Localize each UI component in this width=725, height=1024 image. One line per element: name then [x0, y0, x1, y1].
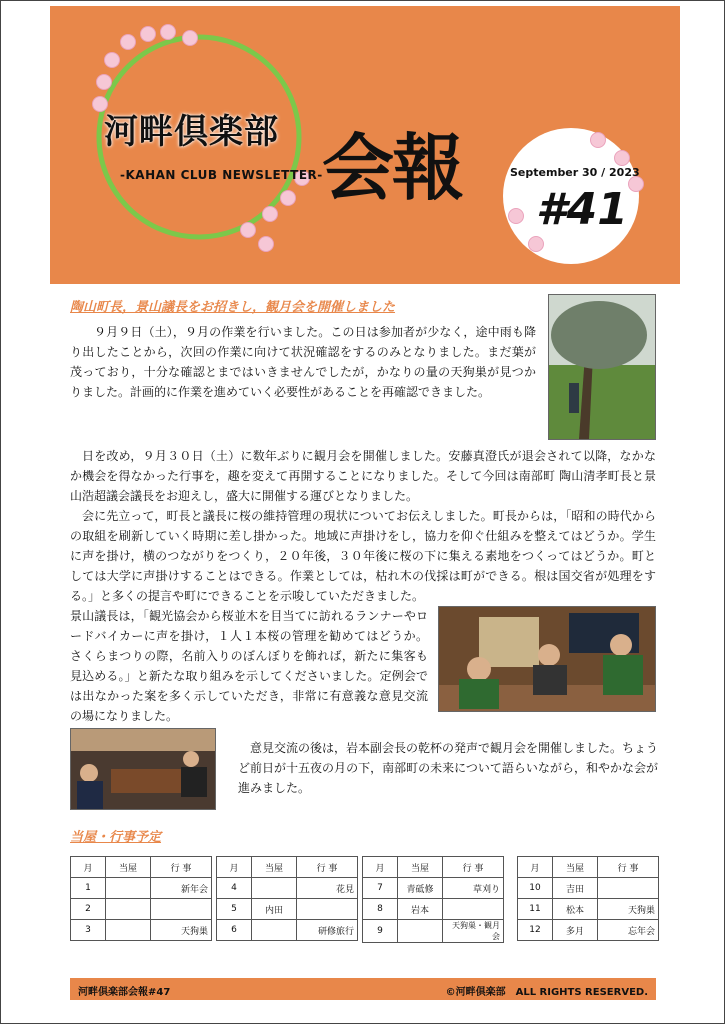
host-cell: [106, 899, 151, 920]
event-cell: 天狗巣・観月会: [443, 920, 504, 943]
month-cell: 2: [71, 899, 106, 920]
paragraph-1: ９月９日（土），９月の作業を行いました。この日は参加者が少なく，途中雨も降り出したことから，次回の作業に向けて状況確認をするのみとなりました。まだ葉が茂っており，十分な確認とまではいきませんでしたが，かなりの量の天狗巣が見つかりました。計画的に作業を進めていく必要性があることを再確認できました。: [70, 325, 536, 399]
header-event: 行 事: [297, 857, 358, 878]
article-headline: 陶山町長，景山議長をお招きし，観月会を開催しました: [70, 300, 396, 315]
event-cell: [297, 899, 358, 920]
month-cell: 12: [518, 920, 553, 941]
host-cell: 岩本: [398, 899, 443, 920]
header-event: 行 事: [598, 857, 659, 878]
host-cell: [398, 920, 443, 943]
month-cell: 9: [363, 920, 398, 943]
footer-left-text: 河畔倶楽部会報#47: [78, 987, 171, 998]
event-cell: 忘年会: [598, 920, 659, 941]
header-event: 行 事: [151, 857, 212, 878]
header-host: 当屋: [252, 857, 297, 878]
month-cell: 8: [363, 899, 398, 920]
event-cell: [598, 878, 659, 899]
schedule-title: 当屋・行事予定: [70, 830, 162, 845]
header-month: 月: [71, 857, 106, 878]
host-cell: 吉田: [553, 878, 598, 899]
month-cell: 6: [217, 920, 252, 941]
issue-number: #41: [536, 184, 628, 235]
paragraph-4: 景山議長は，「観光協会から桜並木を目当てに訪れるランナーやロードバイカーに声を掛け，１人１本桜の管理を勧めてはどうか。さくらまつりの際，名前入りのぼんぼりを飾れば，新たに集客も見込める。」と新たな取り組みを示してくださいました。定例会では出なかった案を多く示していただき，非常に有意義な意見交流の場になりました。: [70, 609, 428, 723]
event-cell: [151, 899, 212, 920]
header-month: 月: [363, 857, 398, 878]
header-event: 行 事: [443, 857, 504, 878]
host-cell: 松本: [553, 899, 598, 920]
month-cell: 5: [217, 899, 252, 920]
month-cell: 7: [363, 878, 398, 899]
host-cell: [252, 920, 297, 941]
host-cell: 多月: [553, 920, 598, 941]
paragraph-3: 会に先立って，町長と議長に桜の維持管理の現状についてお伝えしました。町長からは，「昭和の時代からの取組を刷新していく時期に差し掛かった。地域に声掛けをし，協力を仰ぐ仕組みを整えてはどうか。学生に声を掛け，横のつながりをつくり，２０年後，３０年後に桜の下に集える素地をつくってはどうか。町としては大学に声掛けすることはできる。作業としては，枯れ木の伐採は町ができる。根は国交省が処理をする。」と多くの提言や町にできることを示唆していただきました。: [70, 509, 656, 603]
header-month: 月: [518, 857, 553, 878]
event-cell: 新年会: [151, 878, 212, 899]
host-cell: [106, 878, 151, 899]
month-cell: 3: [71, 920, 106, 941]
event-cell: 研修旅行: [297, 920, 358, 941]
footer-bar: [70, 978, 656, 1000]
schedule-table-4: [517, 856, 659, 941]
club-name: 河畔倶楽部: [104, 112, 279, 152]
host-cell: 内田: [252, 899, 297, 920]
event-cell: 草刈り: [443, 878, 504, 899]
host-cell: [106, 920, 151, 941]
paragraph-5: 意見交流の後は，岩本副会長の乾杯の発声で観月会を開催しました。ちょうど前日が十五夜の月の下，南部町の未来について語らいながら，和やかな会が進みました。: [238, 741, 659, 795]
newsletter-title: 会報: [322, 126, 463, 210]
footer-copyright: ©河畔倶楽部 ALL RIGHTS RESERVED.: [445, 987, 648, 998]
tree-photo: [548, 294, 656, 440]
event-cell: [443, 899, 504, 920]
issue-date: September 30 / 2023: [510, 166, 640, 179]
month-cell: 11: [518, 899, 553, 920]
month-cell: 4: [217, 878, 252, 899]
meeting-photo: [438, 606, 656, 712]
month-cell: 10: [518, 878, 553, 899]
month-cell: 1: [71, 878, 106, 899]
header-host: 当屋: [553, 857, 598, 878]
paragraph-2: 日を改め，９月３０日（土）に数年ぶりに観月会を開催しました。安藤真澄氏が退会されて以降，なかなか機会を得なかった行事を，趣を変えて再開することになりました。そして今回は南部町 陶山清孝町長と景山浩超議会議長をお迎えし，盛大に開催する運びとなりました。: [70, 449, 656, 503]
schedule-table-1: [70, 856, 212, 941]
event-cell: 天狗巣: [151, 920, 212, 941]
header-host: 当屋: [106, 857, 151, 878]
party-photo: [70, 728, 216, 810]
host-cell: [252, 878, 297, 899]
newsletter-subtitle: -KAHAN CLUB NEWSLETTER-: [120, 168, 323, 182]
event-cell: 天狗巣: [598, 899, 659, 920]
schedule-table-2: [216, 856, 358, 941]
header-month: 月: [217, 857, 252, 878]
event-cell: 花見: [297, 878, 358, 899]
header-host: 当屋: [398, 857, 443, 878]
schedule-table-3: [362, 856, 504, 943]
host-cell: 青砥修: [398, 878, 443, 899]
